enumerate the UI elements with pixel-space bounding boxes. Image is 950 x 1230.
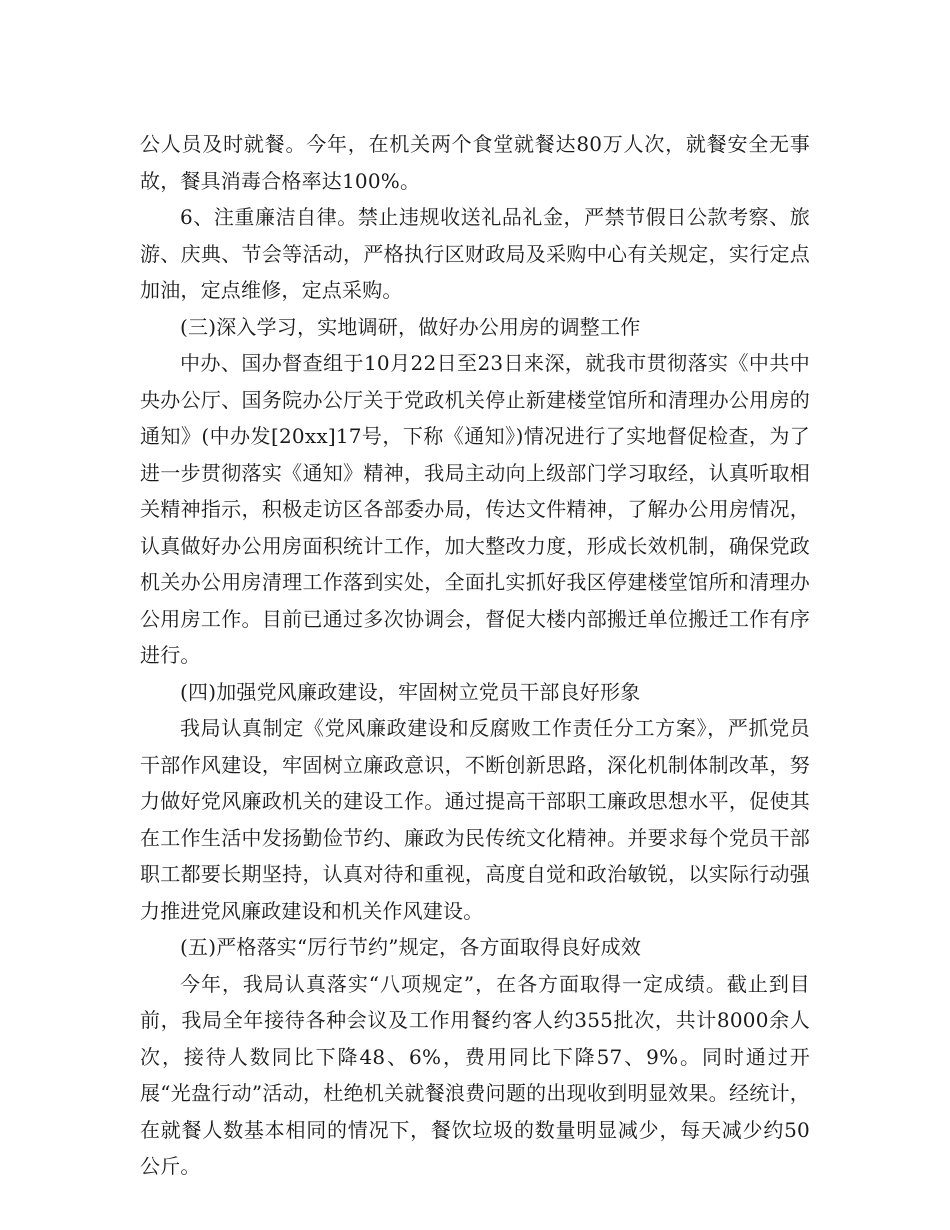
document-body [140, 126, 810, 1185]
paragraph-canteen-stats: 公人员及时就餐。今年，在机关两个食堂就餐达80万人次，就餐安全无事故，餐具消毒合格率达100%。 [140, 132, 810, 193]
paragraph-party-conduct: 我局认真制定《党风廉政建设和反腐败工作责任分工方案》，严抓党员干部作风建设，牢固树立廉政意识，不断创新思路，深化机制体制改革，努力做好党风廉政机关的建设工作。通过提高干部职工廉政思想水平，促使其在工作生活中发扬勤俭节约、廉政为民传统文化精神。并要求每个党员干部职工都要长期坚持，认真对待和重视，高度自觉和政治敏锐，以实际行动强力推进党风廉政建设和机关作风建设。 [140, 716, 810, 923]
heading-party-conduct: (四)加强党风廉政建设，牢固树立党员干部良好形象 [180, 679, 641, 704]
heading-office-space: (三)深入学习，实地调研，做好办公用房的调整工作 [180, 314, 641, 339]
paragraph-frugality: 今年，我局认真落实“八项规定”，在各方面取得一定成绩。截止到目前，我局全年接待各种会议及工作用餐约客人约355批次，共计8000余人次，接待人数同比下降48、6%，费用同比下降57、9%。同时通过开展“光盘行动”活动，杜绝机关就餐浪费问题的出现收到明显效果。经统计，在就餐人数基本相同的情况下，餐饮垃圾的数量明显减少，每天减少约50公斤。 [140, 971, 810, 1178]
heading-frugality: (五)严格落实“厉行节约”规定，各方面取得良好成效 [180, 935, 642, 959]
paragraph-integrity: 6、注重廉洁自律。禁止违规收送礼品礼金，严禁节假日公款考察、旅游、庆典、节会等活动，严格执行区财政局及采购中心有关规定，实行定点加油，定点维修，定点采购。 [140, 205, 810, 302]
paragraph-office-space: 中办、国办督查组于10月22日至23日来深，就我市贯彻落实《中共中央办公厅、国务院办公厅关于党政机关停止新建楼堂馆所和清理办公用房的通知》(中办发[20xx]17号，下称《通知》)情况进行了实地督促检查，为了进一步贯彻落实《通知》精神，我局主动向上级部门学习取经，认真听取相关精神指示，积极走访区各部委办局，传达文件精神，了解办公用房情况，认真做好办公用房面积统计工作，加大整改力度，形成长效机制，确保党政机关办公用房清理工作落到实处，全面扎实抓好我区停建楼堂馆所和清理办公用房工作。目前已通过多次协调会，督促大楼内部搬迁单位搬迁工作有序进行。 [140, 351, 810, 667]
